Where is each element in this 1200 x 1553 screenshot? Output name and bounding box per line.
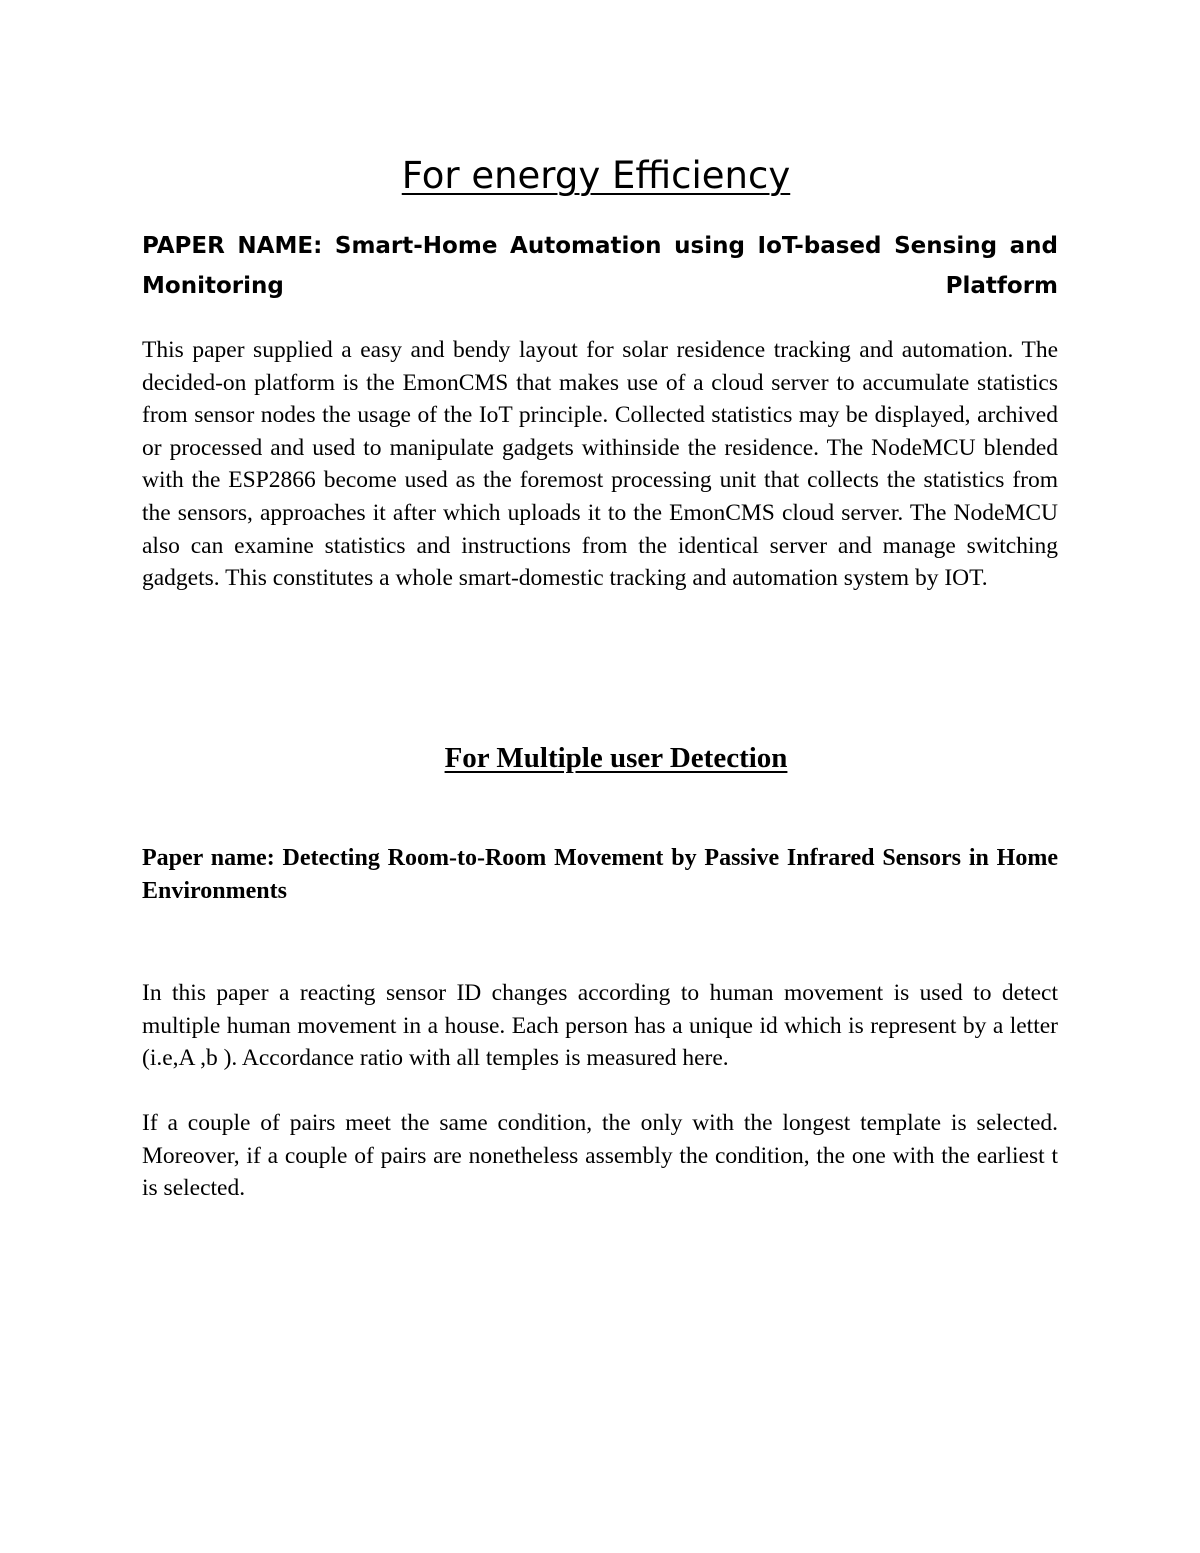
- room-movement-paragraph-2: If a couple of pairs meet the same condition, the only with the longest template is selected. Moreover, if a couple of pairs are nonetheless assembly the condition, the one with the earliest t is selected.: [142, 1110, 1058, 1202]
- multiple-user-detection-heading-text: For Multiple user Detection: [444, 742, 788, 774]
- paper-name-room-movement: Paper name: Detecting Room-to-Room Movement by Passive Infrared Sensors in Home Environments: [142, 845, 1058, 904]
- energy-efficiency-heading-text: For energy Efficiency: [401, 154, 791, 197]
- room-movement-paragraph-1: In this paper a reacting sensor ID changes according to human movement is used to detect multiple human movement in a house. Each person has a unique id which is represent by a letter (i.e,A ,b ). Accordance ratio with all temples is measured here.: [142, 980, 1058, 1072]
- multiple-user-detection-heading: [0, 738, 1200, 778]
- smart-home-summary-paragraph: This paper supplied a easy and bendy layout for solar residence tracking and automation. The decided-on platform is the EmonCMS that makes use of a cloud server to accumulate statistics from sensor nodes the usage of the IoT principle. Collected statistics may be displayed, archived or processed and used to manipulate gadgets withinside the residence. The NodeMCU blended with the ESP2866 become used as the foremost processing unit that collects the statistics from the sensors, approaches it after which uploads it to the EmonCMS cloud server. The NodeMCU also can examine statistics and instructions from the identical server and manage switching gadgets. This constitutes a whole smart-domestic tracking and automation system by IOT.: [142, 337, 1058, 592]
- paper-name-smart-home: PAPER NAME: Smart-Home Automation using IoT-based Sensing and Monitoring Platform: [142, 233, 1058, 299]
- energy-efficiency-heading: [0, 148, 1200, 204]
